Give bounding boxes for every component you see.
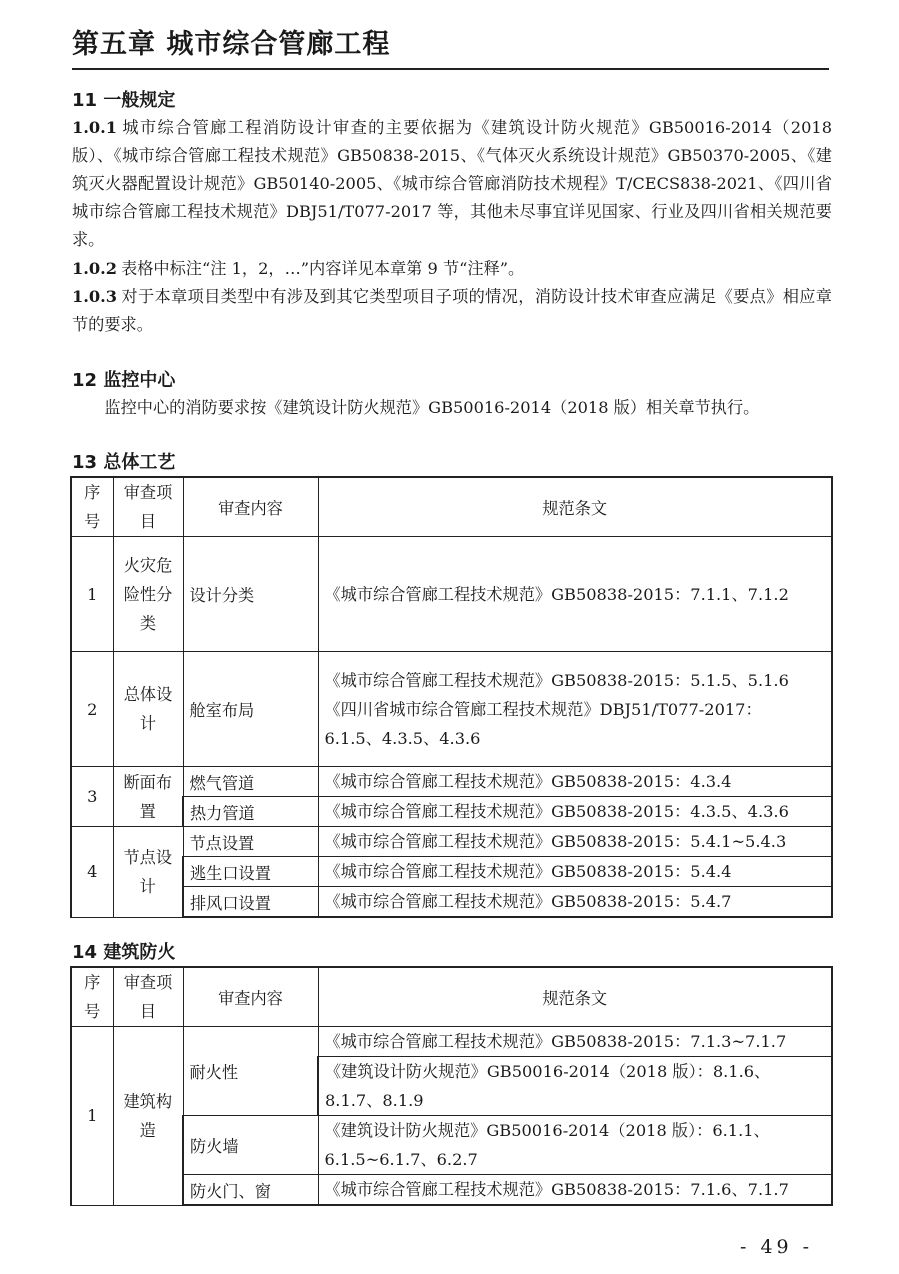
row-clause: 《城市综合管廊工程技术规范》GB50838-2015：4.3.5、4.3.6 bbox=[318, 797, 832, 827]
row-content: 燃气管道 bbox=[183, 767, 318, 797]
clause-1-0-3 bbox=[72, 283, 832, 339]
row-clause: 《城市综合管廊工程技术规范》GB50838-2015：4.3.4 bbox=[318, 767, 832, 797]
row-item: 断面布置 bbox=[113, 767, 183, 827]
table-row bbox=[71, 1175, 832, 1206]
row-content: 耐火性 bbox=[183, 1027, 318, 1116]
header-content: 审查内容 bbox=[183, 477, 318, 537]
row-clause: 《城市综合管廊工程技术规范》GB50838-2015：7.1.3~7.1.7 bbox=[318, 1027, 832, 1057]
row-seq: 4 bbox=[71, 827, 113, 918]
header-item: 审查项目 bbox=[113, 967, 183, 1027]
clause-number: 1.0.3 bbox=[72, 287, 118, 306]
row-seq: 3 bbox=[71, 767, 113, 827]
clause-1-0-2 bbox=[72, 255, 832, 283]
row-content: 热力管道 bbox=[183, 797, 318, 827]
clause-line: 6.1.5、4.3.5、4.3.6 bbox=[324, 728, 481, 748]
row-content: 排风口设置 bbox=[183, 887, 318, 918]
clause-number: 1.0.1 bbox=[72, 118, 118, 137]
table-row bbox=[71, 652, 832, 767]
table-row bbox=[71, 767, 832, 797]
section-12-text: 监控中心的消防要求按《建筑设计防火规范》GB50016-2014（2018 版）相关章节执行。 bbox=[104, 398, 760, 417]
clause-line: 《四川省城市综合管廊工程技术规范》DBJ51/T077-2017： bbox=[324, 699, 762, 719]
row-item: 总体设计 bbox=[113, 652, 183, 767]
row-clause: 《建筑设计防火规范》GB50016-2014（2018 版）：8.1.6、8.1.7、8.1.9 bbox=[318, 1057, 832, 1116]
row-item: 火灾危险性分类 bbox=[113, 537, 183, 652]
chapter-divider bbox=[72, 68, 829, 70]
table-row bbox=[71, 1027, 832, 1057]
table-row bbox=[71, 797, 832, 827]
row-seq: 1 bbox=[71, 1027, 113, 1206]
row-clause: 《建筑设计防火规范》GB50016-2014（2018 版）：6.1.1、6.1.5~6.1.7、6.2.7 bbox=[318, 1116, 832, 1175]
row-seq: 1 bbox=[71, 537, 113, 652]
chapter-title: 第五章 城市综合管廊工程 bbox=[72, 29, 391, 60]
clause-line: 《城市综合管廊工程技术规范》GB50838-2015：5.1.5、5.1.6 bbox=[324, 670, 789, 690]
section-13-heading: 13 总体工艺 bbox=[72, 452, 176, 473]
header-seq: 序号 bbox=[71, 477, 113, 537]
table-row bbox=[71, 887, 832, 918]
row-clause: 《城市综合管廊工程技术规范》GB50838-2015：5.4.4 bbox=[318, 857, 832, 887]
clause-number: 1.0.2 bbox=[72, 259, 118, 278]
header-seq: 序号 bbox=[71, 967, 113, 1027]
row-item: 建筑构造 bbox=[113, 1027, 183, 1206]
section-11-heading: 11 一般规定 bbox=[72, 90, 176, 111]
header-item: 审查项目 bbox=[113, 477, 183, 537]
table-row bbox=[71, 827, 832, 857]
table-row bbox=[71, 1116, 832, 1175]
clause-text: 表格中标注“注 1，2，…”内容详见本章第 9 节“注释”。 bbox=[121, 259, 525, 278]
row-clause: 《城市综合管廊工程技术规范》GB50838-2015：5.4.1~5.4.3 bbox=[318, 827, 832, 857]
clause-1-0-1 bbox=[72, 114, 832, 254]
clause-text: 城市综合管廊工程消防设计审查的主要依据为《建筑设计防火规范》GB50016-2014（2018 版）、《城市综合管廊工程技术规范》GB50838-2015、《气体灭火系统设计规范》GB50370-2005、《建筑灭火器配置设计规范》GB50140-2005、《城市综合管廊消防技术规程》T/CECS838-2021、《四川省城市综合管廊工程技术规范》DBJ51/T077-2017 等，其他未尽事宜详见国家、行业及四川省相关规范要求。 bbox=[72, 118, 832, 249]
page-number: - 49 - bbox=[740, 1236, 814, 1258]
row-clauses bbox=[318, 652, 832, 767]
header-clauses: 规范条文 bbox=[318, 477, 832, 537]
row-content: 防火门、窗 bbox=[183, 1175, 318, 1206]
header-content: 审查内容 bbox=[183, 967, 318, 1027]
header-clauses: 规范条文 bbox=[318, 967, 832, 1027]
table-header-row bbox=[71, 967, 832, 1027]
row-clause: 《城市综合管廊工程技术规范》GB50838-2015：7.1.6、7.1.7 bbox=[318, 1175, 832, 1206]
section-12-heading: 12 监控中心 bbox=[72, 370, 176, 391]
row-clause: 《城市综合管廊工程技术规范》GB50838-2015：5.4.7 bbox=[318, 887, 832, 918]
table-header-row bbox=[71, 477, 832, 537]
clause-text: 对于本章项目类型中有涉及到其它类型项目子项的情况，消防设计技术审查应满足《要点》相应章节的要求。 bbox=[72, 287, 832, 334]
table-row bbox=[71, 537, 832, 652]
table-row bbox=[71, 857, 832, 887]
row-content: 舱室布局 bbox=[183, 652, 318, 767]
row-seq: 2 bbox=[71, 652, 113, 767]
row-content: 逃生口设置 bbox=[183, 857, 318, 887]
row-content: 防火墙 bbox=[183, 1116, 318, 1175]
fireproof-review-table bbox=[70, 966, 833, 1206]
row-item: 节点设计 bbox=[113, 827, 183, 918]
row-clause: 《城市综合管廊工程技术规范》GB50838-2015：7.1.1、7.1.2 bbox=[318, 537, 832, 652]
row-content: 设计分类 bbox=[183, 537, 318, 652]
process-review-table bbox=[70, 476, 833, 918]
row-content: 节点设置 bbox=[183, 827, 318, 857]
section-14-heading: 14 建筑防火 bbox=[72, 942, 176, 963]
